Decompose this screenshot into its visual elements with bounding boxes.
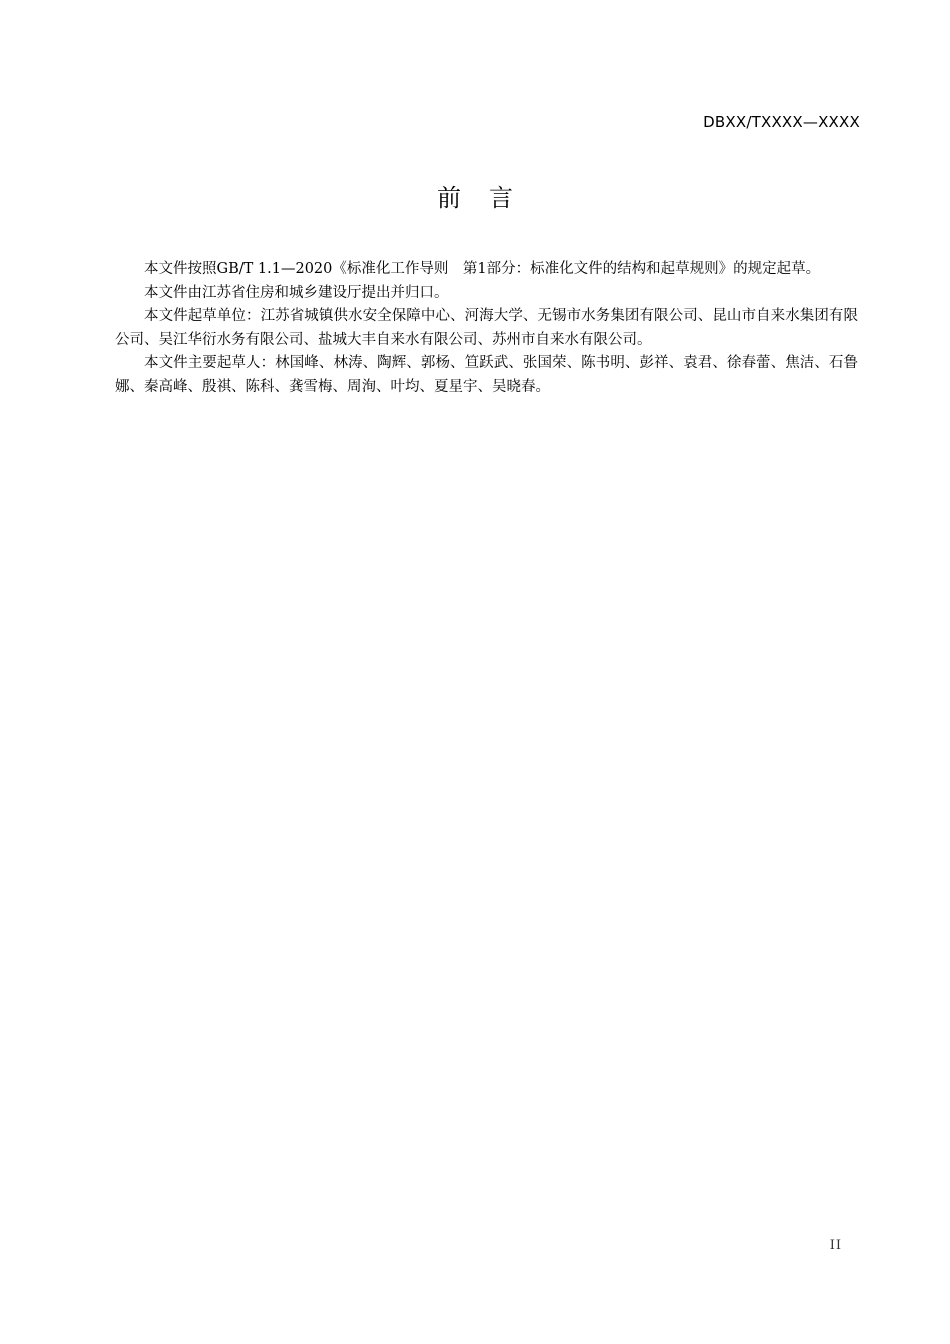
document-code: DBXX/TXXXX—XXXX (703, 113, 860, 131)
paragraph-drafters: 本文件主要起草人：林国峰、林涛、陶辉、郭杨、笪跃武、张国荣、陈书明、彭祥、袁君、徐春蕾、焦洁、石鲁娜、秦高峰、殷祺、陈科、龚雪梅、周洵、叶均、夏星宇、吴晓春。 (115, 355, 858, 395)
page-title: 前言 (437, 184, 541, 212)
paragraph-drafting-basis: 本文件按照GB/T 1.1—2020《标准化工作导则 第1部分：标准化文件的结构和起草规则》的规定起草。 (144, 261, 821, 277)
paragraph-drafting-units: 本文件起草单位：江苏省城镇供水安全保障中心、河海大学、无锡市水务集团有限公司、昆山市自来水集团有限公司、吴江华衍水务有限公司、盐城大丰自来水有限公司、苏州市自来水有限公司。 (115, 308, 858, 348)
page-number: II (829, 1238, 842, 1253)
paragraph-proposer: 本文件由江苏省住房和城乡建设厅提出并归口。 (144, 284, 449, 301)
foreword-body (115, 258, 858, 400)
